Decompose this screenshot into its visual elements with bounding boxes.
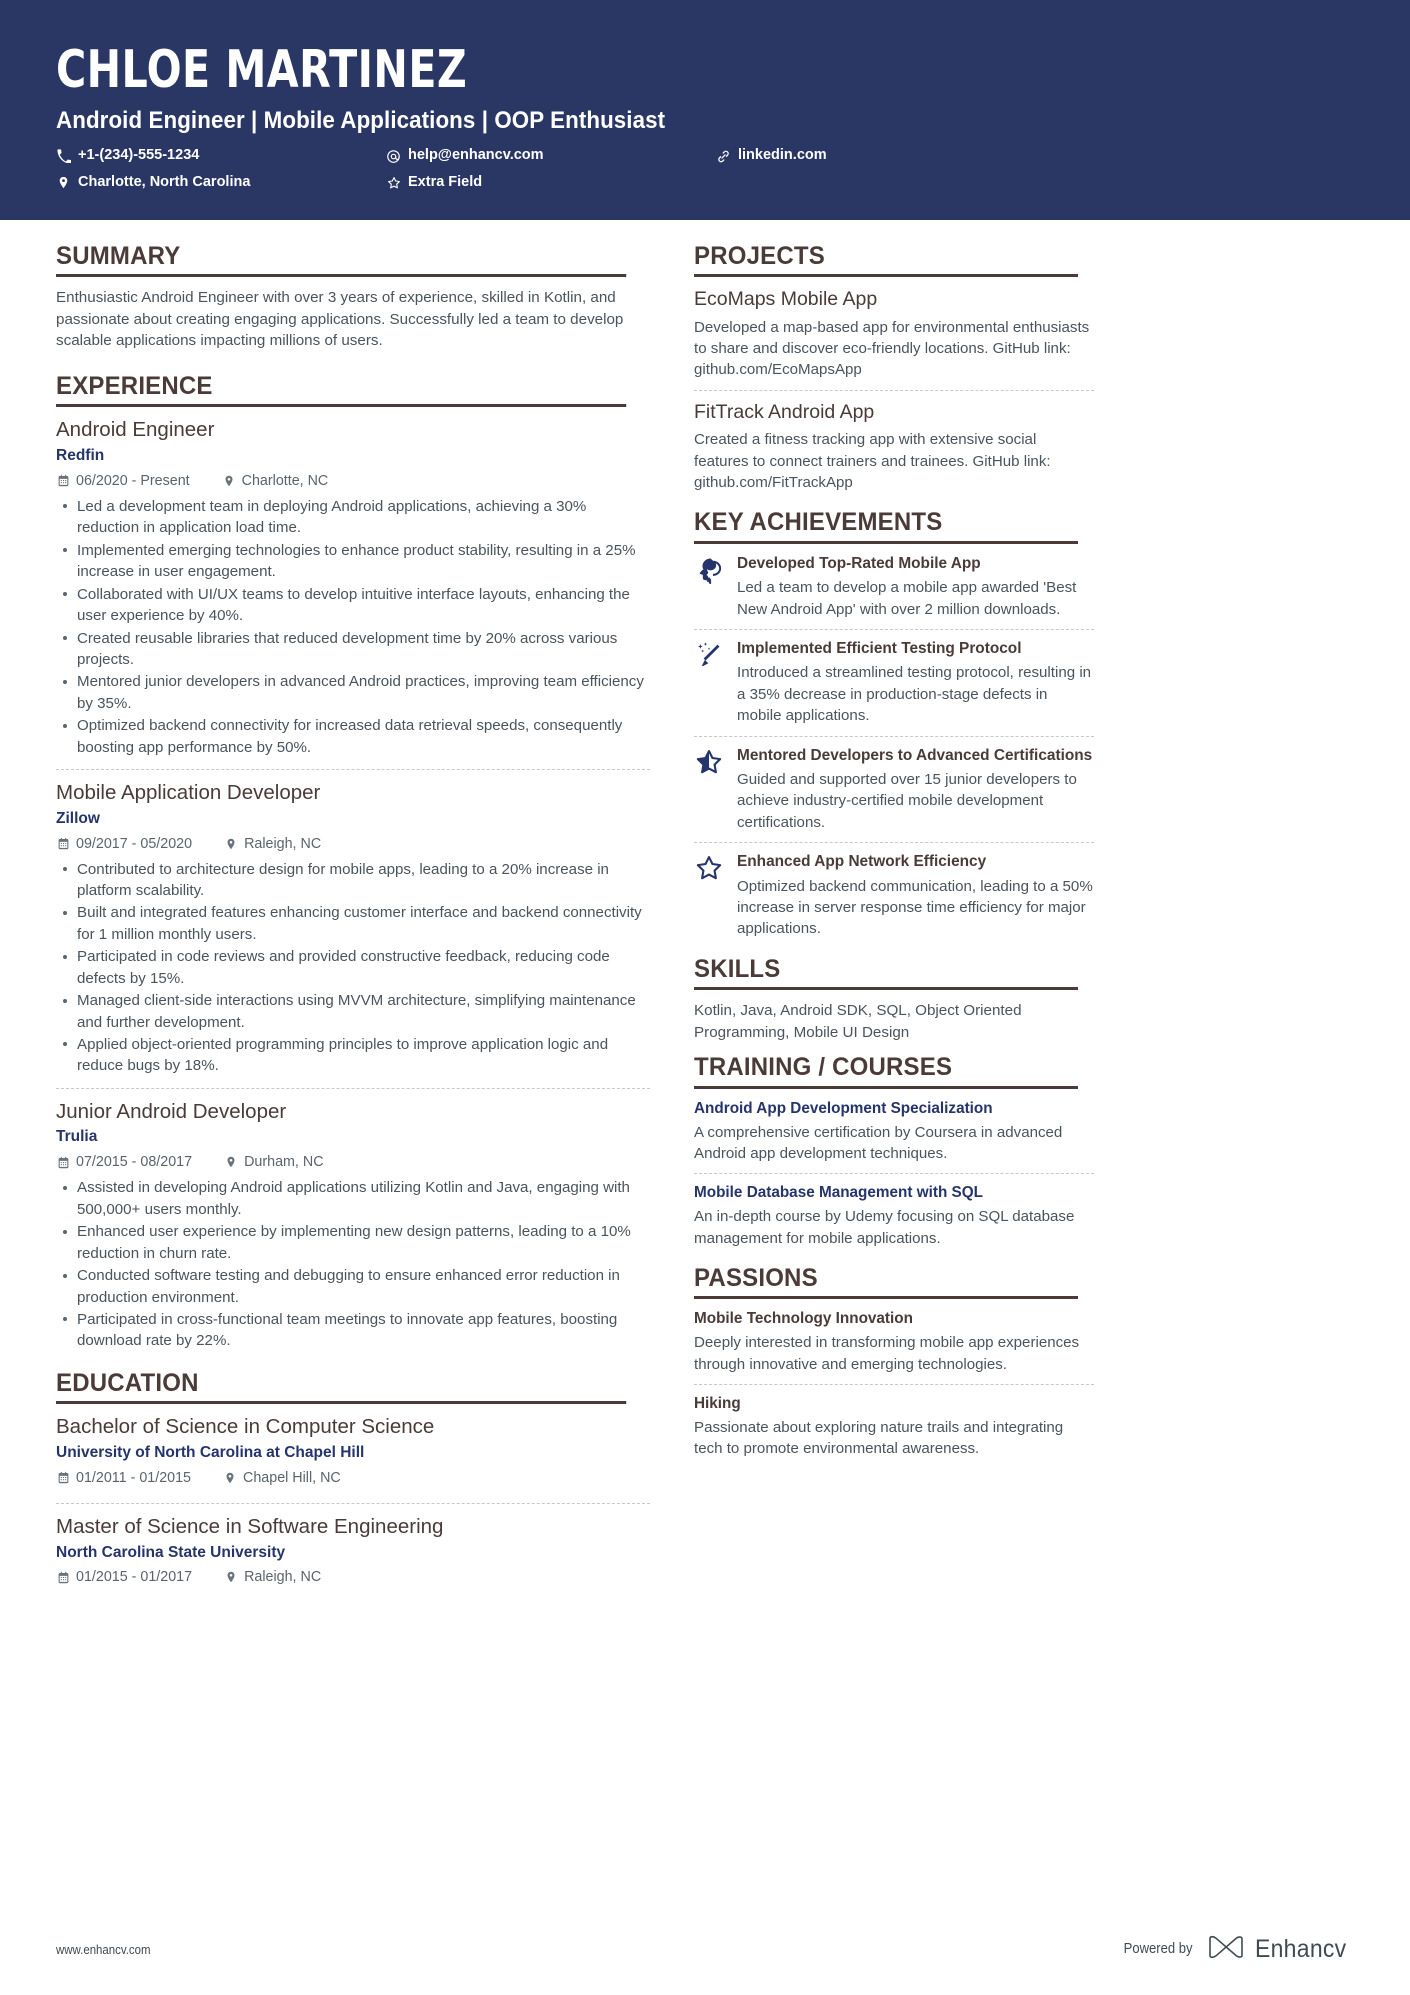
experience-meta — [56, 1152, 650, 1172]
experience-entry — [56, 769, 650, 1088]
education-degree: Bachelor of Science in Computer Science — [56, 1415, 435, 1439]
achievement-item — [694, 736, 1094, 843]
powered-by-label: Powered by — [1123, 1941, 1193, 1957]
experience-dates: 07/2015 - 08/2017 — [76, 1154, 193, 1171]
achievement-body — [737, 554, 1094, 620]
section-key-achievements — [694, 508, 1094, 948]
education-degree: Master of Science in Software Engineering — [56, 1514, 444, 1538]
section-title-training-courses: TRAINING / COURSES — [694, 1053, 1078, 1089]
resume-header — [0, 0, 1410, 220]
section-title-experience: EXPERIENCE — [56, 372, 626, 408]
bullet-item: Collaborated with UI/UX teams to develop intuitive interface layouts, enhancing the user experience by 40%. — [56, 584, 650, 627]
contact-linkedin[interactable] — [716, 145, 1354, 167]
experience-dates: 09/2017 - 05/2020 — [76, 835, 193, 852]
experience-location: Charlotte, NC — [241, 472, 329, 489]
calendar-icon — [56, 1570, 70, 1584]
training-name: Mobile Database Management with SQL — [694, 1184, 983, 1202]
contact-linkedin-text: linkedin.com — [738, 147, 827, 164]
skills-text: Kotlin, Java, Android SDK, SQL, Object Oriented Programming, Mobile UI Design — [694, 1002, 1022, 1041]
experience-bullets — [56, 496, 650, 758]
education-dates: 01/2011 - 01/2015 — [76, 1469, 192, 1486]
education-entry — [56, 1414, 650, 1503]
email-icon — [386, 149, 401, 164]
achievement-body — [737, 639, 1094, 727]
bullet-item: Contributed to architecture design for mobile apps, leading to a 20% increase in platform scalability. — [56, 859, 650, 902]
section-training-courses — [694, 1053, 1094, 1257]
experience-location: Durham, NC — [244, 1154, 324, 1171]
section-skills — [694, 955, 1094, 1048]
bullet-item: Created reusable libraries that reduced development time by 20% across various projects. — [56, 628, 650, 671]
section-title-key-achievements: KEY ACHIEVEMENTS — [694, 508, 1078, 544]
right-column — [694, 242, 1094, 1475]
left-column — [56, 242, 650, 1609]
section-title-projects: PROJECTS — [694, 242, 1078, 278]
bullet-item: Conducted software testing and debugging to ensure enhanced error reduction in production environment. — [56, 1265, 650, 1308]
section-education — [56, 1369, 650, 1603]
education-entry — [56, 1503, 650, 1603]
training-item — [694, 1099, 1094, 1173]
experience-meta — [56, 471, 650, 491]
bullet-item: Enhanced user experience by implementing new design patterns, leading to a 10% reduction in churn rate. — [56, 1221, 650, 1264]
location-icon — [224, 1155, 238, 1169]
passion-item — [694, 1384, 1094, 1468]
achievement-text: Guided and supported over 15 junior developers to achieve industry-certified mobile development certifications. — [737, 770, 1077, 831]
summary-text: Enthusiastic Android Engineer with over 3 years of experience, skilled in Kotlin, and passionate about creating engaging applications. Successfully led a team to develop scalable applications impacting millions of users. — [56, 289, 624, 350]
achievement-title: Developed Top-Rated Mobile App — [737, 554, 981, 572]
star-outline-icon — [694, 853, 724, 883]
achievement-title: Implemented Efficient Testing Protocol — [737, 640, 1022, 658]
calendar-icon — [56, 474, 70, 488]
enhancv-logo — [1206, 1934, 1354, 1965]
achievement-body — [737, 746, 1094, 834]
contact-extra-field-text: Extra Field — [408, 173, 483, 190]
calendar-icon — [56, 1155, 70, 1169]
experience-role: Mobile Application Developer — [56, 781, 321, 805]
contact-list — [56, 145, 1354, 194]
training-item — [694, 1173, 1094, 1257]
resume-footer — [0, 1903, 1410, 1995]
passion-text: Deeply interested in transforming mobile app experiences through innovative and emerging technologies. — [694, 1334, 1080, 1373]
education-meta — [56, 1468, 650, 1488]
bullet-item: Participated in cross-functional team meetings to innovate app features, boosting download rate by 22%. — [56, 1309, 650, 1352]
experience-company: Zillow — [56, 809, 100, 827]
section-title-skills: SKILLS — [694, 955, 1078, 991]
brand-name: Enhancv — [1254, 1934, 1347, 1963]
location-icon — [56, 175, 71, 190]
location-icon — [223, 1471, 237, 1485]
experience-entry — [56, 417, 650, 769]
contact-phone[interactable] — [56, 145, 386, 167]
contact-email-text: help@enhancv.com — [408, 147, 544, 164]
link-icon — [716, 149, 731, 164]
magic-wand-icon — [694, 640, 724, 670]
experience-role: Junior Android Developer — [56, 1099, 287, 1123]
section-title-education: EDUCATION — [56, 1369, 626, 1405]
resume-body — [0, 220, 1410, 1609]
passion-item — [694, 1309, 1094, 1383]
project-name: EcoMaps Mobile App — [694, 288, 878, 311]
section-title-passions: PASSIONS — [694, 1264, 1078, 1300]
experience-meta — [56, 834, 650, 854]
bullet-item: Optimized backend connectivity for increased data retrieval speeds, consequently boosting app performance by 50%. — [56, 715, 650, 758]
achievement-title: Enhanced App Network Efficiency — [737, 853, 987, 871]
education-school: University of North Carolina at Chapel Hill — [56, 1443, 365, 1461]
achievement-item — [694, 842, 1094, 949]
contact-email[interactable] — [386, 145, 716, 167]
section-passions — [694, 1264, 1094, 1468]
experience-role: Android Engineer — [56, 418, 215, 442]
achievement-body — [737, 852, 1094, 940]
bullet-item: Applied object-oriented programming principles to improve application logic and reduce bugs by 18%. — [56, 1034, 650, 1077]
section-title-summary: SUMMARY — [56, 242, 626, 278]
training-text: A comprehensive certification by Coursera in advanced Android app development techniques. — [694, 1123, 1063, 1163]
project-text: Created a fitness tracking app with extensive social features to connect trainers and trainees. GitHub link: github.com/FitTrackApp — [694, 431, 1051, 491]
achievement-title: Mentored Developers to Advanced Certifications — [737, 746, 1093, 764]
passion-name: Hiking — [694, 1394, 741, 1412]
bullet-item: Implemented emerging technologies to enhance product stability, resulting in a 25% increase in user engagement. — [56, 540, 650, 583]
location-icon — [222, 474, 236, 488]
contact-phone-text: +1-(234)-555-1234 — [78, 147, 200, 164]
passion-text: Passionate about exploring nature trails and integrating tech to promote environmental awareness. — [694, 1418, 1064, 1457]
location-icon — [224, 1570, 238, 1584]
project-item — [694, 287, 1094, 390]
education-school: North Carolina State University — [56, 1543, 286, 1561]
head-profile-icon — [694, 555, 724, 585]
section-experience — [56, 372, 650, 1363]
training-name: Android App Development Specialization — [694, 1099, 993, 1117]
bullet-item: Managed client-side interactions using MVVM architecture, simplifying maintenance and further development. — [56, 990, 650, 1033]
achievement-text: Introduced a streamlined testing protocol, resulting in a 35% decrease in production-stage defects in mobile applications. — [737, 664, 1092, 725]
education-location: Chapel Hill, NC — [243, 1469, 341, 1486]
achievement-text: Optimized backend communication, leading to a 50% increase in server response time efficiency for major applications. — [737, 877, 1093, 938]
calendar-icon — [56, 1471, 70, 1485]
bullet-item: Built and integrated features enhancing customer interface and backend connectivity for 1 million monthly users. — [56, 902, 650, 945]
calendar-icon — [56, 837, 70, 851]
location-icon — [224, 837, 238, 851]
project-item — [694, 390, 1094, 503]
page-title: CHLOE MARTINEZ — [56, 40, 468, 100]
footer-url[interactable]: www.enhancv.com — [56, 1941, 151, 1957]
contact-location[interactable] — [56, 172, 386, 194]
half-star-icon — [694, 747, 724, 777]
section-summary — [56, 242, 650, 352]
bullet-item: Mentored junior developers in advanced Android practices, improving team efficiency by 35%. — [56, 671, 650, 714]
infinity-icon — [1206, 1934, 1246, 1965]
contact-extra-field[interactable] — [386, 172, 716, 194]
achievement-item — [694, 629, 1094, 736]
experience-dates: 06/2020 - Present — [76, 472, 190, 489]
education-dates: 01/2015 - 01/2017 — [76, 1569, 193, 1586]
achievement-item — [694, 554, 1094, 629]
experience-location: Raleigh, NC — [244, 835, 322, 852]
experience-bullets — [56, 1177, 650, 1351]
star-icon — [386, 175, 401, 190]
education-meta — [56, 1567, 650, 1587]
project-name: FitTrack Android App — [694, 400, 875, 423]
headline: Android Engineer | Mobile Applications | OOP Enthusiast — [56, 107, 666, 135]
bullet-item: Participated in code reviews and provided constructive feedback, reducing code defects by 15%. — [56, 946, 650, 989]
bullet-item: Assisted in developing Android applications utilizing Kotlin and Java, engaging with 500,000+ users monthly. — [56, 1177, 650, 1220]
experience-entry — [56, 1088, 650, 1363]
footer-branding — [1116, 1934, 1354, 1965]
achievement-text: Led a team to develop a mobile app awarded 'Best New Android App' with over 2 million downloads. — [737, 579, 1077, 618]
phone-icon — [56, 149, 71, 164]
section-projects — [694, 242, 1094, 503]
bullet-item: Led a development team in deploying Android applications, achieving a 30% reduction in application load time. — [56, 496, 650, 539]
experience-bullets — [56, 859, 650, 1077]
experience-company: Trulia — [56, 1128, 98, 1146]
experience-company: Redfin — [56, 447, 105, 465]
passion-name: Mobile Technology Innovation — [694, 1310, 913, 1328]
contact-location-text: Charlotte, North Carolina — [78, 173, 251, 190]
education-location: Raleigh, NC — [244, 1569, 322, 1586]
training-text: An in-depth course by Udemy focusing on SQL database management for mobile applications. — [694, 1208, 1075, 1247]
project-text: Developed a map-based app for environmental enthusiasts to share and discover eco-friendly locations. GitHub link: github.com/EcoMapsApp — [694, 318, 1090, 379]
